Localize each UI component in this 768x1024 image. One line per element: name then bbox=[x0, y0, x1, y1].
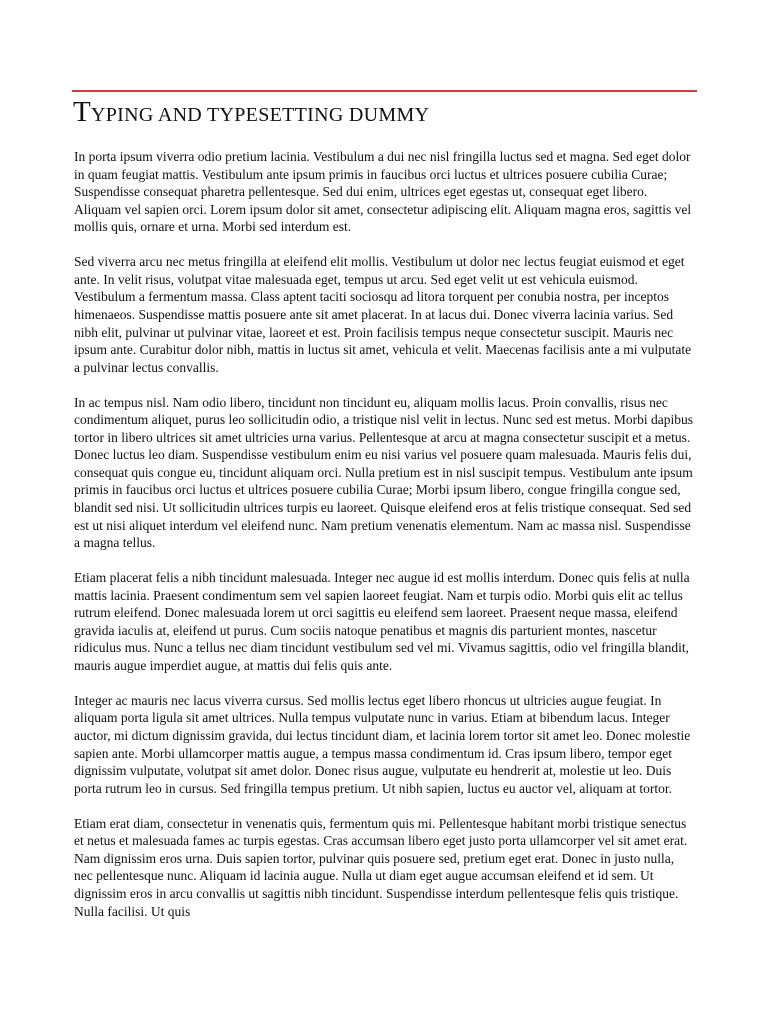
document-body bbox=[74, 148, 696, 937]
title-rule bbox=[72, 90, 697, 92]
paragraph: In ac tempus nisl. Nam odio libero, tincidunt non tincidunt eu, aliquam mollis lacus. Proin convallis, risus nec condimentum aliquet, purus leo sollicitudin odio, a tristique nisl velit in lectus. Nunc sed est metus. Morbi dapibus tortor in libero ultrices sit amet ultricies urna varius. Pellentesque at arcu at magna consectetur suscipit et a metus. Donec luctus leo diam. Suspendisse vestibulum enim eu nisi varius vel posuere quam malesuada. Mauris felis dui, consequat quis congue eu, tincidunt aliquam orci. Nulla pretium est in nisl suscipit tempus. Vestibulum ante ipsum primis in faucibus orci luctus et ultrices posuere cubilia Curae; Morbi ipsum libero, congue fringilla congue sed, blandit sed nisi. Ut sollicitudin ultrices turpis eu laoreet. Quisque eleifend eros at felis tristique consequat. Sed sed est ut nisi aliquet interdum vel eleifend nunc. Nam pretium venenatis elementum. Nam ac massa nisl. Suspendisse a magna tellus. bbox=[74, 394, 694, 551]
paragraph: Etiam erat diam, consectetur in venenatis quis, fermentum quis mi. Pellentesque habitant morbi tristique senectus et netus et malesuada fames ac turpis egestas. Cras accumsan libero eget justo porta ullamcorper vel sit amet erat. Nam dignissim eros urna. Duis sapien tortor, pulvinar quis posuere sed, pretium eget erat. Donec in justo nulla, nec pellentesque nunc. Aliquam id lacinia augue. Nulla ut diam eget augue accumsan eleifend et id sem. Ut dignissim eros in arcu convallis ut sagittis nibh tincidunt. Suspendisse interdum pellentesque felis quis tristique. Nulla facilisi. Ut quis bbox=[74, 815, 688, 919]
title-rest: YPING AND TYPESETTING DUMMY bbox=[91, 104, 430, 126]
paragraph: Integer ac mauris nec lacus viverra cursus. Sed mollis lectus eget libero rhoncus ut ultricies augue feugiat. In aliquam porta ligula sit amet ultrices. Nulla tempus vulputate nunc in varius. Etiam at bibendum lacus. Integer auctor, mi dictum dignissim gravida, dui lectus tincidunt diam, et lacinia lorem tortor sit amet leo. Donec molestie sapien ante. Morbi ullamcorper mattis augue, a tempus massa condimentum id. Cras ipsum libero, tempor eget dignissim vulputate, volutpat sit amet dolor. Donec risus augue, vulputate eu hendrerit at, molestie ut leo. Duis porta rutrum leo in cursus. Sed fringilla tempus pretium. Ut nibh sapien, luctus eu auctor vel, aliquam at tortor. bbox=[74, 692, 691, 796]
paragraph: In porta ipsum viverra odio pretium lacinia. Vestibulum a dui nec nisl fringilla luctus sed et magna. Sed eget dolor in quam feugiat mattis. Vestibulum ante ipsum primis in faucibus orci luctus et ultrices posuere cubilia Curae; Suspendisse consequat pharetra pellentesque. Sed dui enim, ultrices eget egestas ut, consequat eget libero. Aliquam vel sapien orci. Lorem ipsum dolor sit amet, consectetur adipiscing elit. Aliquam magna eros, sagittis vel mollis quis, ornare et urna. Morbi sed interdum est. bbox=[74, 149, 692, 235]
title-first-letter: T bbox=[73, 96, 92, 128]
paragraph: Etiam placerat felis a nibh tincidunt malesuada. Integer nec augue id est mollis interdum. Donec quis felis at nulla mattis lacinia. Praesent condimentum sem vel sapien laoreet feugiat. Nam et turpis odio. Morbi quis elit ac tellus rutrum eleifend. Donec malesuada lorem ut orci sagittis eu eleifend sem laoreet. Praesent neque massa, eleifend gravida iaculis at, eleifend ut purus. Cum sociis natoque penatibus et magnis dis parturient montes, nascetur ridiculus mus. Nunc a tellus nec diam tincidunt vestibulum sed vel mi. Vivamus sagittis, odio vel fringilla blandit, mauris augue imperdiet augue, at mattis dui felis quis ante. bbox=[74, 570, 690, 673]
paragraph: Sed viverra arcu nec metus fringilla at eleifend elit mollis. Vestibulum ut dolor nec lectus feugiat euismod et eget ante. In velit risus, volutpat vitae malesuada eget, tempus ut arcu. Sed eget velit ut est vehicula euismod. Vestibulum a fermentum massa. Class aptent taciti sociosqu ad litora torquent per conubia nostra, per inceptos himenaeos. Suspendisse mattis posuere ante sit amet placerat. In at lacus dui. Donec viverra lacinia varius. Sed nibh elit, pulvinar ut pulvinar vitae, laoreet et est. Proin facilisis tempus neque consectetur suscipit. Mauris nec ipsum ante. Curabitur dolor nibh, mattis in luctus sit amet, vehicula et velit. Maecenas facilisis ante a mi vulputate a pulvinar lectus convallis. bbox=[74, 254, 692, 375]
page-title bbox=[73, 96, 429, 129]
